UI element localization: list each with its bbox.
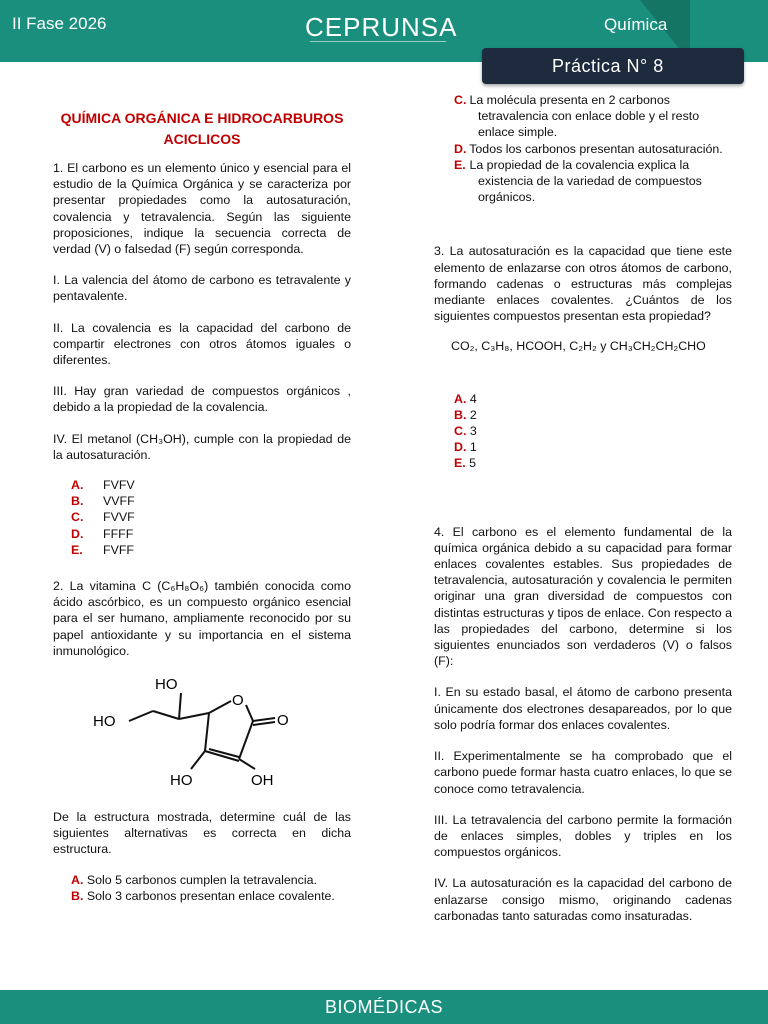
practica-label: Práctica N° 8 xyxy=(552,56,664,76)
q4-prop-4: IV. La autosaturación es la capacidad del carbono de enlazarse consigo mismo, originando cadenas carbonadas tanto saturadas como insaturadas. xyxy=(434,876,732,923)
q4-prop-3: III. La tetravalencia del carbono permite la formación de enlaces simples, dobles y triples en los compuestos orgánicos. xyxy=(434,812,732,860)
q2-option-e[interactable]: E. La propiedad de la covalencia explica la existencia de la variedad de compuestos orgánicos. xyxy=(454,157,702,205)
page-footer xyxy=(0,990,768,1024)
q3-formula: CO₂, C₃H₈, HCOOH, C₂H₂ y CH₃CH₂CH₂CHO xyxy=(451,339,706,354)
q2-question: De la estructura mostrada, determine cuál de las siguientes alternativas es correcta en dicha estructura. xyxy=(53,810,351,857)
mol-label-ho-left: HO xyxy=(93,713,116,731)
q2-option-c[interactable]: C. La molécula presenta en 2 carbonos tetravalencia con enlace doble y el resto enlace simple. xyxy=(454,93,700,140)
q1-option-b[interactable]: B. VVFF xyxy=(71,494,135,509)
q1-option-a[interactable]: A. FVFV xyxy=(71,478,135,493)
q1-option-d[interactable]: D. FFFF xyxy=(71,526,134,541)
logo-underline xyxy=(310,41,446,45)
page-title: QUÍMICA ORGÁNICA E HIDROCARBUROS ACICLICOS xyxy=(60,110,344,147)
ceprunsa-logo: CEPRUNSA xyxy=(305,12,458,42)
q2-options-left xyxy=(71,872,351,904)
q3-option-a[interactable]: A. 4 xyxy=(454,391,477,406)
left-column xyxy=(53,108,351,904)
q1-stem: 1. El carbono es un elemento único y esencial para el estudio de la Química Orgánica y se caracteriza por presentar propiedades como la autosaturación, covalencia y tetravalencia. Según las siguiente proposiciones, indique la secuencia correcta de verdad (V) o falsedad (F) según corresponda. xyxy=(53,161,351,257)
q3-option-b[interactable]: B. 2 xyxy=(454,407,477,422)
q4-prop-2: II. Experimentalmente se ha comprobado que el carbono puede formar hasta cuatro enlaces, lo que se conoce como tetravalencia. xyxy=(434,749,732,796)
vitamin-c-structure xyxy=(81,665,321,795)
q1-option-c[interactable]: C. FVVF xyxy=(71,510,135,525)
header-fase: II Fase 2026 xyxy=(12,14,107,33)
mol-label-o-ring: O xyxy=(232,692,244,710)
q3-option-d[interactable]: D. 1 xyxy=(454,440,477,455)
q1-option-e[interactable]: E. FVFF xyxy=(71,542,134,557)
q1-prop-2: II. La covalencia es la capacidad del carbono de compartir electrones con otros átomos iguales o diferentes. xyxy=(53,320,351,368)
q4-prop-1: I. En su estado basal, el átomo de carbono presenta únicamente dos electrones desapareados, por lo que solo podría formar dos enlaces covalentes. xyxy=(434,685,732,732)
q2-option-b[interactable]: B. Solo 3 carbonos presentan enlace covalente. xyxy=(71,888,335,903)
q3-option-e[interactable]: E. 5 xyxy=(454,456,477,471)
q4-stem: 4. El carbono es el elemento fundamental de la química orgánica debido a su capacidad para formar enlaces covalentes estables. Sus propiedades de tetravalencia, autosaturación y covalencia le permiten originar una gran diversidad de compuestos con distintas estructuras y tipos de enlace. Con respecto a las propiedades del carbono, determine si los siguientes enunciados son verdaderos (V) o falsos (F): xyxy=(434,524,732,669)
q1-prop-1: I. La valencia del átomo de carbono es tetravalente y pentavalente. xyxy=(53,273,351,304)
q3-stem: 3. La autosaturación es la capacidad que tiene este elemento de enlazarse con otros átomos de carbono, formando cadenas o estructuras más complejas mediante enlaces covalentes. ¿Cuántos de los siguientes compuestos presentan esta propiedad? xyxy=(434,244,732,324)
mol-label-o-carbonyl: O xyxy=(277,712,289,730)
q1-prop-4: IV. El metanol (CH₃OH), cumple con la propiedad de la autosaturación. xyxy=(53,431,351,462)
mol-label-oh-bottom: OH xyxy=(251,772,274,790)
q1-prop-3: III. Hay gran variedad de compuestos orgánicos , debido a la propiedad de la covalencia. xyxy=(53,384,351,415)
practica-badge xyxy=(482,48,744,84)
q2-stem: 2. La vitamina C (C₆H₈O₆) también conocida como ácido ascórbico, es un compuesto orgánico esencial para el ser humano, ampliamente reconocido por su papel antioxidante y su importancia en el sistema inmunológico. xyxy=(53,579,351,658)
q2-option-a[interactable]: A. Solo 5 carbonos cumplen la tetravalencia. xyxy=(71,872,317,887)
right-column xyxy=(434,92,732,924)
mol-label-ho-bottom: HO xyxy=(170,772,193,790)
q3-options xyxy=(454,391,732,472)
q1-options xyxy=(71,477,351,558)
q3-option-c[interactable]: C. 3 xyxy=(454,424,477,439)
footer-label: BIOMÉDICAS xyxy=(324,997,444,1017)
header-subject: Química xyxy=(604,15,668,34)
mol-label-ho-top: HO xyxy=(155,676,178,694)
q2-options-right xyxy=(454,92,732,205)
q2-option-d[interactable]: D. Todos los carbonos presentan autosaturación. xyxy=(454,141,723,156)
